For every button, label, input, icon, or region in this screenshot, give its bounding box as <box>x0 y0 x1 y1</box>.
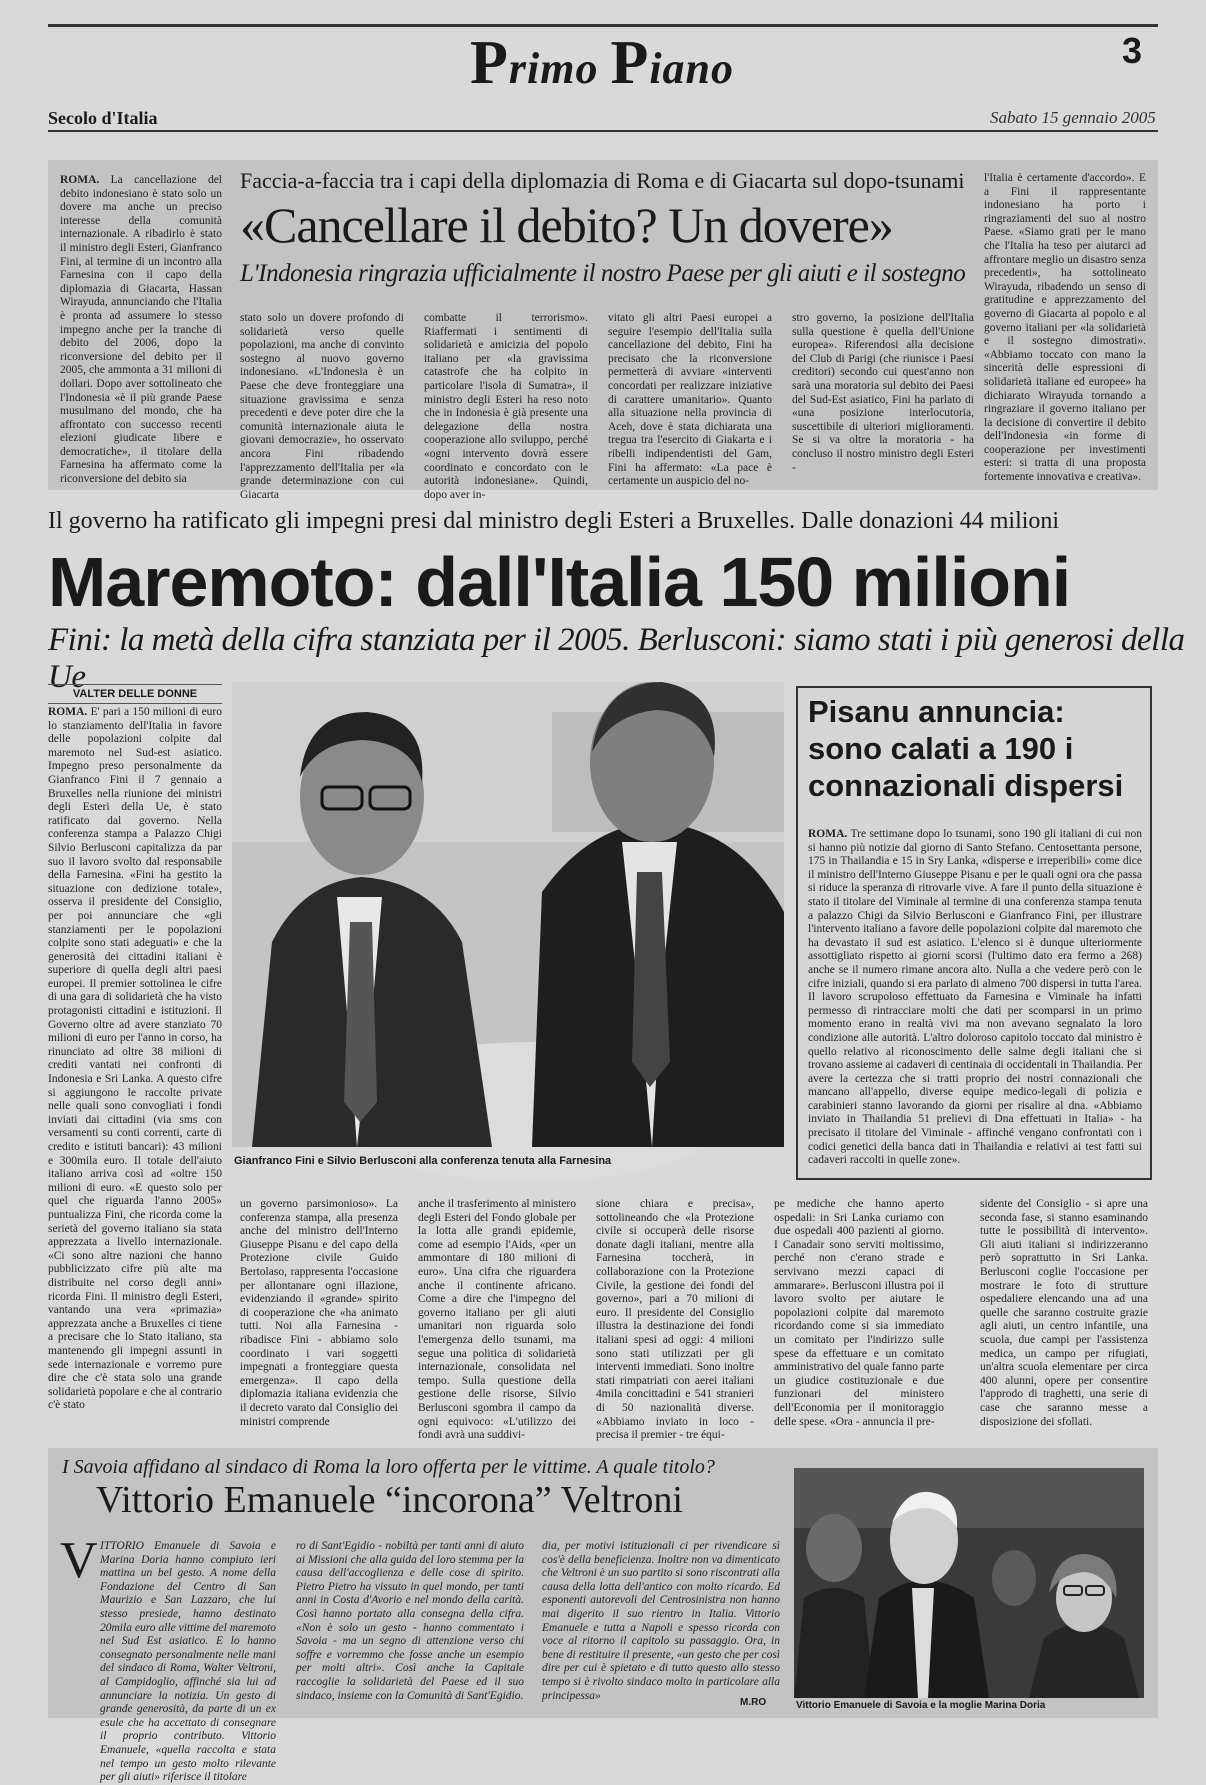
story-maremoto-column-6: sidente del Consiglio - si apre una seconda fase, si stanno esaminando tutte le possibilità di intervento». Gli aiuti italiani si indirizzeranno però soprattutto in Sri Lanka. Berlusconi coglie l'occasione per mostrare le foto di strutture ospedaliere elencando una ad una quelle che saranno costruite grazie agli aiuti, un centro infantile, una scuola, due campi per l'assistenza medica, un campo per rifugiati, un'altra scuola elementare per circa 400 alunni, opere per consentire l'approdo di traghetti, una serie di case che saranno messe a disposizione dei sfollati. <box>980 1198 1148 1428</box>
photo-savoia <box>794 1468 1144 1698</box>
story-savoia-column-2: ro di Sant'Egidio - nobiltà per tanti anni di aiuto ai Missioni che alla guida del loro stemma per la causa dell'accoglienza e delle cose di spirito. Pietro Pietro ha vissuto in quel mondo, per tanti anni in Costa d'Avorio e nel mondo della carità. Così hanno portato alla consegna della cifra. «Non è solo un gesto - hanno commentato i Savoia - ma un segno di attenzione verso chi soffre e vorremmo che fosse anche un esempio per molti altri». Così anche la Capitale raccoglie la solidarietà del Paese ed il suo sindaco, insieme con la Comunità di Sant'Egidio. <box>296 1540 524 1702</box>
sidebar-pisanu-headline: Pisanu annuncia: sono calati a 190 i connazionali dispersi <box>808 694 1124 803</box>
story-maremoto-column-4: sione chiara e precisa», sottolineando che «la Protezione civile si occuperà delle risorse donate dagli italiani, mentre alla Farnesina toccherà, in collaborazione con la Protezione Civile, la gestione dei fondi del governo», pari a 70 milioni di euro. Il presidente del Consiglio illustra la destinazione dei fondi italiani spesi ad oggi: 4 milioni sono stati utilizzati per gli interventi immediati. Sono inoltre stati rimpatriati con aerei italiani 4mila concittadini e 541 stranieri di 50 nazionalità diverse. «Abbiamo inviato in loco - precisa il premier - tre équi- <box>596 1198 754 1442</box>
section-title-initial: P <box>470 29 509 97</box>
story-indonesia-column-4: vitato gli altri Paesi europei a seguire l'esempio dell'Italia sulla cancellazione del debito, Fini ha precisato che la riconversione permetterà di avviare «interventi concordati per realizzare iniziative di carattere umanitario». Quanto alla situazione nella provincia di Aceh, dove è stata dichiarata una tregua tra l'esercito di Giakarta e i ribelli indipendentisti del Gam, Fini ha affermato: «La pace è certamente un auspicio del no- <box>608 312 772 488</box>
author-signature: M.RO <box>740 1697 767 1708</box>
page-number: 3 <box>1122 30 1143 71</box>
story-indonesia-column-3: combatte il terrorismo». Riaffermati i sentimenti di solidarietà e amicizia del popolo italiano per «la gravissima catastrofe che ha colpito in particolare l'isola di Sumatra», il ministro degli Esteri ha reso noto che in Indonesia è già presente una delegazione della nostra cooperazione allo sviluppo, perché «ogni intervento dovrà essere coordinato e concordato con le autorità indonesiane». Quindi, dopo aver in- <box>424 312 588 501</box>
story-indonesia-headline: «Cancellare il debito? Un dovere» <box>240 197 893 253</box>
story-indonesia-column-6: l'Italia è certamente d'accordo». E a Fini il rappresentante indonesiano ha porto i ringraziamenti del suo al nostro Paese. «Siamo grati per le mano che l'Italia ha teso per aiutarci ad affrontare meglio un disastro senza precedenti», ha sottolineato Wirayuda, ribadendo un senso di gratitudine e apprezzamento del governo di Giacarta al popolo e al governo italiani per «la solidarietà e il sostegno dimostrati». «Abbiamo toccato con mano la sincerità delle espressioni di solidarietà italiane ed europee» ha dichiarato Wirayuda tornando a ringraziare il governo italiano per la decisione di convertire il debito dell'Indonesia «in forme di cooperazione per investimenti esteri: si tratta di una proposta fortemente innovativa e creativa». <box>984 172 1146 484</box>
story-maremoto-column-5: pe mediche che hanno aperto ospedali: in Sri Lanka curiamo con due ospedali 400 pazienti al giorno. I Canadair sono serviti moltissimo, perché non c'erano strade e servivano mezzi capaci di ammarare». Berlusconi illustra poi il lavoro svolto per aiutare le popolazioni colpite dal maremoto ricordando come si sia immediato un comitato per l'indirizzo sulle spese da effettuare e un comitato amministrativo del quale fanno parte un giudice costituzionale e due funzionari del ministero dell'Economia per il monitoraggio delle spese. «Ora - annuncia il pre- <box>774 1198 944 1428</box>
section-title <box>470 28 734 99</box>
photo-caption: Vittorio Emanuele di Savoia e la moglie Marina Doria <box>796 1700 1046 1711</box>
photo-fini-berlusconi <box>232 682 784 1147</box>
story-savoia-kicker: I Savoia affidano al sindaco di Roma la loro offerta per le vittime. A quale titolo? <box>62 1456 715 1478</box>
newspaper-name: Secolo d'Italia <box>48 108 158 128</box>
header-top-rule <box>48 24 1158 27</box>
dateline: ROMA. <box>808 828 848 840</box>
dateline: ROMA. <box>48 706 88 718</box>
story-savoia-headline: Vittorio Emanuele “incorona” Veltroni <box>96 1479 683 1521</box>
story-indonesia-column-5: stro governo, la posizione dell'Italia sulla questione è quella dell'Unione europea». Riferendosi alla decisione del Club di Parigi (che riunisce i Paesi creditori) secondo cui quest'anno non sarà una moratoria sul debito dei Paesi del Sud-Est asiatico, Fini ha parlato di «una posizione interlocutoria, suscettibile di ulteriori miglioramenti. Se si va oltre la moratoria - ha concluso il nostro ministro degli Esteri - <box>792 312 974 474</box>
story-savoia-column-3: dia, per motivi istituzionali ci per rivendicare sì cos'è della beneficienza. Inoltre non va dimenticato che Veltroni è un suo partito si sono riscontrati alla causa della lotta dell'antico con molto ricardo. Ed esponenti autorevoli del Centrosinistra non hanno mai digerito il suo rientro in Italia. Vittorio Emanuele e tutta a Napoli e spesso ricorda con voce al ritorno il capitolo su passaggio. Ora, in bene di restituire il presente, «un gesto che per così dire per cui è spietato e di tutto questo allo stesso tempo si è rivolto sindaco molto in particolare alla principessa» <box>542 1540 780 1702</box>
photo-image <box>232 682 784 1147</box>
photo-caption: Gianfranco Fini e Silvio Berlusconi alla conferenza tenuta alla Farnesina <box>234 1155 612 1167</box>
story-maremoto-column-2: un governo parsimonioso». La conferenza stampa, alla presenza anche del ministro dell'Interno Giuseppe Pisanu e del capo della Protezione civile Guido Bertolaso, rappresenta l'occasione per allontanare ogni illazione, evidenziando il «grande» spirito di cooperazione che «ha animato tutti. Noi alla Farnesina - ribadisce Fini - abbiamo solo coordinato i vari soggetti impegnati a fronteggiare questa emergenza». Il capo della diplomazia italiana evidenzia che il decreto varato dal Consiglio dei ministri comprende <box>240 1198 398 1428</box>
story-maremoto-column-3: anche il trasferimento al ministero degli Esteri del Fondo globale per la lotta alle grandi epidemie, come ad esempio l'Aids, «per un ammontare di 180 milioni di euro». Una cifra che riguardera anche il continente africano. Come a dire che l'impegno del governo italiano per gli aiuti umanitari non riguarda solo l'emergenza dello tsunami, ma segue una politica di solidarietà internazionale, consolidata nel tempo. Sulla questione della gestione delle risorse, Silvio Berlusconi sgombra il campo da ogni equivoco: «L'utilizzo dei fondi avrà una suddivi- <box>418 1198 576 1442</box>
issue-date: Sabato 15 gennaio 2005 <box>990 108 1156 127</box>
section-title-part: rimo <box>508 44 611 93</box>
section-title-part: iano <box>649 44 735 93</box>
story-savoia-column-1: ITTORIO Emanuele di Savoia e Marina Doria hanno compiuto ieri mattina un bel gesto. A nome della Fondazione del Centro di San Maurizio e San Lazzaro, che lui stesso presiede, hanno destinato 20mila euro alle vittime del maremoto nel Sud Est asiatico. E lo hanno consegnato personalmente nelle mani del sindaco di Roma, Walter Veltroni, al Campidoglio, affinché sia lui ad annunciare la notizia. Un gesto di grande generosità, da parte di un ex esule che ha accettato di consegnare il proprio contributo. Vittorio Emanuele, «quella raccolta e stata nel tempo un gesto molto rilevante per gli aiuti» riferisce il titolare <box>100 1540 276 1784</box>
sidebar-pisanu-text <box>808 828 1142 1172</box>
column-text: La cancellazione del debito indonesiano è stato solo un dovere ma anche un preciso interesse della comunità internazionale. A ribadirlo è stato il ministro degli Esteri, Gianfranco Fini, al termine di un incontro alla Farnesina con il capo della diplomazia di Giacarta, Hassan Wirayuda, annunciando che l'Italia è pronta ad assumere lo stesso impegno anche per la tranche di debito del 2006, dopo la riconversione del debito per il 2005, che ammonta a 31 milioni di dollari. Dopo aver sottolineato che l'Indonesia «è il più grande Paese musulmano del mondo, che ha affrontato con successo recenti elezioni giudicate libere e democratiche», il titolare della Farnesina ha affermato come la riconversione del debito sia <box>60 174 223 486</box>
story-indonesia-column-2: stato solo un dovere profondo di solidarietà verso quelle popolazioni, ma anche di convinto sostegno al nuovo governo indonesiano. «L'Indonesia è un Paese che deve fronteggiare una situazione gravissima e senza precedenti e deve poter dire che la comunità internazionale aiuta le giovani democrazie», ho osservato ancora Fini ribadendo l'apprezzamento dell'Italia per «la grande determinazione con cui Giacarta <box>240 312 404 501</box>
column-text: E' pari a 150 milioni di euro lo stanziamento dell'Italia in favore delle popolazioni colpite dal maremoto nel Sud-est asiatico. Impegno preso personalmente da Gianfranco Fini il 7 gennaio a Bruxelles nella riunione dei ministri degli Esteri della Ue, è stato ratificato dal governo. Nella conferenza stampa a Palazzo Chigi Silvio Berlusconi capitalizza da par suo il lavoro svolto dal responsabile della Farnesina. «Fini ha gestito la situazione con dedizione totale», osserva il presidente del Consiglio, per poi annunciare che «gli stanziamenti per le popolazioni colpite sono stati adeguati» e che la generosità dei cittadini italiani è superiore di quella degli altri paesi europei. Il premier sottolinea le cifre di una gara di solidarietà che ha visto protagonisti cittadini e istituzioni. Il Governo oltre ad avere stanziato 70 milioni di euro per l'anno in corso, ha rinunciato ad oltre 38 milioni di crediti vantati nei confronti di Indonesia e Sri Lanka. A questo cifre si aggiungono le raccolte private nelle quali sono convogliati i fondi inviati dai cittadini (via sms con versamenti su conti correnti, carte di credito e istituti bancari): 43 milioni e 300mila euro. Il totale dell'aiuto italiano arriva così ad «oltre 150 milioni di euro. «E questo solo per quel che riguarda l'anno 2005» puntualizza Fini, che ricorda come la serietà del governo italiano sia stata apprezzata a livello internazionale. «Ci sono altre nazioni che hanno pubblicizzato cifre più alte ma distribuite nel corso degli anni» ricorda Fini. Il ministro degli Esteri, vantando una vera «primazia» apprezzata anche a Bruxelles ci tiene a precisare che lo Stato italiano, sta mantenendo gli impegni assunti in sede internazionale e vorremo pure dire che c'è stata solo una grande solidarietà popolare e che al contrario c'è stato <box>48 706 223 1412</box>
story-maremoto-column-1 <box>48 706 223 1412</box>
story-indonesia-kicker: Faccia-a-faccia tra i capi della diplomazia di Roma e di Giacarta sul dopo-tsunami <box>240 168 965 193</box>
drop-cap: V <box>60 1532 98 1589</box>
story-maremoto-subheadline: Fini: la metà della cifra stanziata per il 2005. Berlusconi: siamo stati i più generosi della Ue <box>48 622 1185 695</box>
header-bottom-rule <box>48 130 1158 132</box>
story-maremoto-kicker: Il governo ha ratificato gli impegni presi dal ministro degli Esteri a Bruxelles. Dalle donazioni 44 milioni <box>48 508 1060 534</box>
section-title-initial: P <box>610 29 650 97</box>
story-indonesia-column-1 <box>60 174 222 484</box>
story-maremoto-headline: Maremoto: dall'Italia 150 milioni <box>48 543 1071 621</box>
dateline: ROMA. <box>60 174 100 186</box>
column-text: Tre settimane dopo lo tsunami, sono 190 gli italiani di cui non si hanno più notizie dal giorno di Santo Stefano. Centosettanta persone, 175 in Thailandia e 15 in Sry Lanka, «disperse e irreperibili» come dice il ministro dell'Interno Giuseppe Pisanu e per le quali ogni ora che passa si riduce la speranza di ritrovarle vive. A fare il punto della situazione è stato il titolare del Viminale al termine di una conferenza stampa tenuta a palazzo Chigi da Silvio Berlusconi e Gianfranco Fini, per illustrare l'intervento italiano a favore delle popolazioni colpite dal maremoto che ha devastato il sud est asiatico. L'elenco si è dunque ulteriormente assottigliato rispetto ai giorni scorsi (l'ultimo dato era fermo a 268) anche se il numero rimane ancora alto. Nulla a che vedere però con le cifre iniziali, quando si era parlato di almeno 700 dispersi in tutta l'area. Il lavoro scrupoloso effettuato da Farnesina e Viminale ha infatti permesso di rintracciare molti che dati per scomparsi in un primo momento erano in realtà vivi ma non avevano segnalato la loro condizione alle autorità. L'altro doloroso capitolo toccato dal ministro è quello relativo al riconoscimento delle salme degli italiani che si trovano assieme ai cadaveri di centinaia di occidentali in Thailandia. Per avere la certezza che si tratti proprio dei nostri connazionali che mancano all'appello, diverse equipe medico-legali di polizia e carabinieri stanno lavorando da giorni per risalire al dna. «Abbiamo inviato in Thailandia 51 prelievi di Dna effettuati in Italia» - ha precisato il titolare del Viminale - affinché vengano confrontati con i codici genetici della banca dati in Thailandia e relativi ai test fatti sui cadaveri raccolti in quelle zone». <box>808 828 1143 1167</box>
byline: VALTER DELLE DONNE <box>48 684 222 704</box>
photo-image <box>794 1468 1144 1698</box>
story-indonesia-subheadline: L'Indonesia ringrazia ufficialmente il nostro Paese per gli aiuti e il sostegno <box>240 260 966 287</box>
